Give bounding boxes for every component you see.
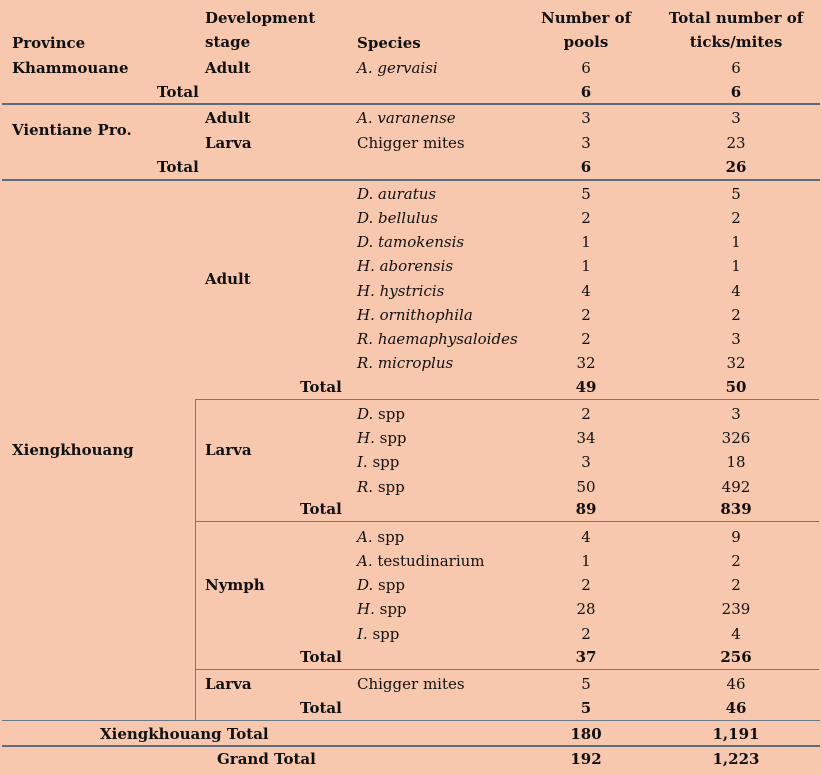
total-label: Total xyxy=(300,500,342,518)
ticks-cell: 3 xyxy=(731,405,741,423)
species-rest: spp xyxy=(372,528,405,546)
total-label: Total xyxy=(157,83,199,101)
ticks-cell: 3 xyxy=(731,109,741,127)
genus: I. xyxy=(357,453,368,471)
stage-label: Larva xyxy=(205,441,252,459)
total-pools: 6 xyxy=(580,158,592,176)
ticks-cell: 2 xyxy=(731,209,741,227)
stage-label: Larva xyxy=(205,675,252,693)
species-cell: D. tamokensis xyxy=(357,233,465,251)
species-rest: spp xyxy=(373,576,405,594)
pools-cell: 5 xyxy=(581,185,591,203)
pools-cell: 4 xyxy=(581,282,591,300)
total-label: Total xyxy=(300,699,342,717)
total-pools: 5 xyxy=(580,699,592,717)
total-pools: 49 xyxy=(575,378,597,396)
pools-cell: 1 xyxy=(581,552,591,570)
species-rest: spp xyxy=(374,429,407,447)
header-ticks-line1: Total number of xyxy=(668,9,804,27)
species-cell: A. varanense xyxy=(357,109,456,127)
stage-label: Larva xyxy=(205,134,252,152)
pools-cell: 32 xyxy=(576,354,596,372)
pools-cell: 6 xyxy=(581,59,591,77)
pools-cell: 3 xyxy=(581,453,591,471)
total-ticks: 26 xyxy=(725,158,747,176)
species-cell xyxy=(357,576,405,594)
pools-cell: 2 xyxy=(581,625,591,643)
species-cell xyxy=(357,405,405,423)
genus: D. xyxy=(357,405,374,423)
species-cell: D. auratus xyxy=(357,185,437,203)
ticks-cell: 326 xyxy=(721,429,751,447)
divider xyxy=(2,179,820,181)
pools-cell: 5 xyxy=(581,675,591,693)
ticks-cell: 4 xyxy=(731,282,741,300)
header-stage-line1: Development xyxy=(205,9,316,27)
total-label: Total xyxy=(300,378,342,396)
pools-cell: 3 xyxy=(581,109,591,127)
total-pools: 6 xyxy=(580,83,592,101)
species-rest: spp xyxy=(367,453,400,471)
species-cell: R. haemaphysaloides xyxy=(357,330,518,348)
ticks-cell: 1 xyxy=(731,257,741,275)
stage-label: Adult xyxy=(205,109,251,127)
ticks-cell: 5 xyxy=(731,185,741,203)
pools-cell: 1 xyxy=(581,257,591,275)
species-cell: H. hystricis xyxy=(357,282,445,300)
genus: H. xyxy=(357,429,375,447)
species-cell xyxy=(357,625,399,643)
genus: A. xyxy=(357,528,373,546)
species-cell: H. aborensis xyxy=(357,257,454,275)
xiengkhouang-total-ticks: 1,191 xyxy=(712,725,760,743)
species-cell: Chigger mites xyxy=(357,134,465,152)
xiengkhouang-total-label: Xiengkhouang Total xyxy=(100,725,269,743)
total-label: Total xyxy=(300,648,342,666)
divider xyxy=(195,669,819,670)
species-rest: spp xyxy=(373,478,405,496)
divider xyxy=(195,399,196,720)
province-xiengkhouang: Xiengkhouang xyxy=(12,441,134,459)
pools-cell: 3 xyxy=(581,134,591,152)
species-cell: H. ornithophila xyxy=(357,306,473,324)
ticks-cell: 492 xyxy=(721,478,751,496)
grand-total-label: Grand Total xyxy=(217,750,316,768)
species-cell xyxy=(357,429,407,447)
ticks-cell: 32 xyxy=(726,354,746,372)
pools-cell: 2 xyxy=(581,576,591,594)
divider xyxy=(195,399,819,400)
header-province: Province xyxy=(12,34,86,52)
ticks-cell: 6 xyxy=(731,59,741,77)
genus: D. xyxy=(357,576,374,594)
species-rest: spp xyxy=(373,405,405,423)
ticks-cell: 23 xyxy=(726,134,746,152)
divider xyxy=(2,720,820,721)
ticks-cell: 2 xyxy=(731,306,741,324)
genus: H. xyxy=(357,600,375,618)
species-cell xyxy=(357,600,407,618)
total-ticks: 46 xyxy=(725,699,747,717)
genus: A. xyxy=(357,552,373,570)
total-pools: 37 xyxy=(575,648,597,666)
total-ticks: 6 xyxy=(730,83,742,101)
stage-label: Nymph xyxy=(205,576,265,594)
header-stage-line2: stage xyxy=(205,33,251,51)
species-cell xyxy=(357,478,405,496)
header-species: Species xyxy=(357,34,421,52)
pools-cell: 2 xyxy=(581,209,591,227)
species-cell: A. gervaisi xyxy=(357,59,438,77)
species-cell xyxy=(357,552,485,570)
pools-cell: 2 xyxy=(581,330,591,348)
total-ticks: 256 xyxy=(720,648,752,666)
species-rest: spp xyxy=(374,600,407,618)
stage-label: Adult xyxy=(205,59,251,77)
xiengkhouang-total-pools: 180 xyxy=(570,725,602,743)
stage-label: Adult xyxy=(205,270,251,288)
ticks-cell: 1 xyxy=(731,233,741,251)
total-ticks: 839 xyxy=(720,500,752,518)
ticks-cell: 3 xyxy=(731,330,741,348)
header-pools-line1: Number of xyxy=(541,9,632,27)
total-pools: 89 xyxy=(575,500,597,518)
species-cell xyxy=(357,453,399,471)
ticks-cell: 18 xyxy=(726,453,746,471)
pools-cell: 2 xyxy=(581,306,591,324)
pools-cell: 2 xyxy=(581,405,591,423)
genus: R. xyxy=(357,478,374,496)
ticks-cell: 4 xyxy=(731,625,741,643)
total-label: Total xyxy=(157,158,199,176)
province-vientiane: Vientiane Pro. xyxy=(12,121,132,139)
species-cell: R. microplus xyxy=(357,354,454,372)
species-cell xyxy=(357,528,404,546)
genus: I. xyxy=(357,625,368,643)
ticks-cell: 239 xyxy=(721,600,751,618)
species-cell: Chigger mites xyxy=(357,675,465,693)
grand-total-ticks: 1,223 xyxy=(712,750,760,768)
species-rest: spp xyxy=(367,625,400,643)
species-cell: D. bellulus xyxy=(357,209,438,227)
pools-cell: 1 xyxy=(581,233,591,251)
species-rest: testudinarium xyxy=(372,552,485,570)
divider xyxy=(2,745,820,747)
ticks-cell: 2 xyxy=(731,552,741,570)
ticks-cell: 9 xyxy=(731,528,741,546)
header-pools-line2: pools xyxy=(563,33,609,51)
pools-cell: 50 xyxy=(576,478,596,496)
divider xyxy=(2,103,820,105)
ticks-cell: 46 xyxy=(726,675,746,693)
province-khammouane: Khammouane xyxy=(12,59,129,77)
pools-cell: 34 xyxy=(576,429,596,447)
total-ticks: 50 xyxy=(725,378,747,396)
header-ticks-line2: ticks/mites xyxy=(689,33,783,51)
ticks-cell: 2 xyxy=(731,576,741,594)
divider xyxy=(195,521,819,522)
pools-cell: 4 xyxy=(581,528,591,546)
grand-total-pools: 192 xyxy=(570,750,602,768)
pools-cell: 28 xyxy=(576,600,596,618)
